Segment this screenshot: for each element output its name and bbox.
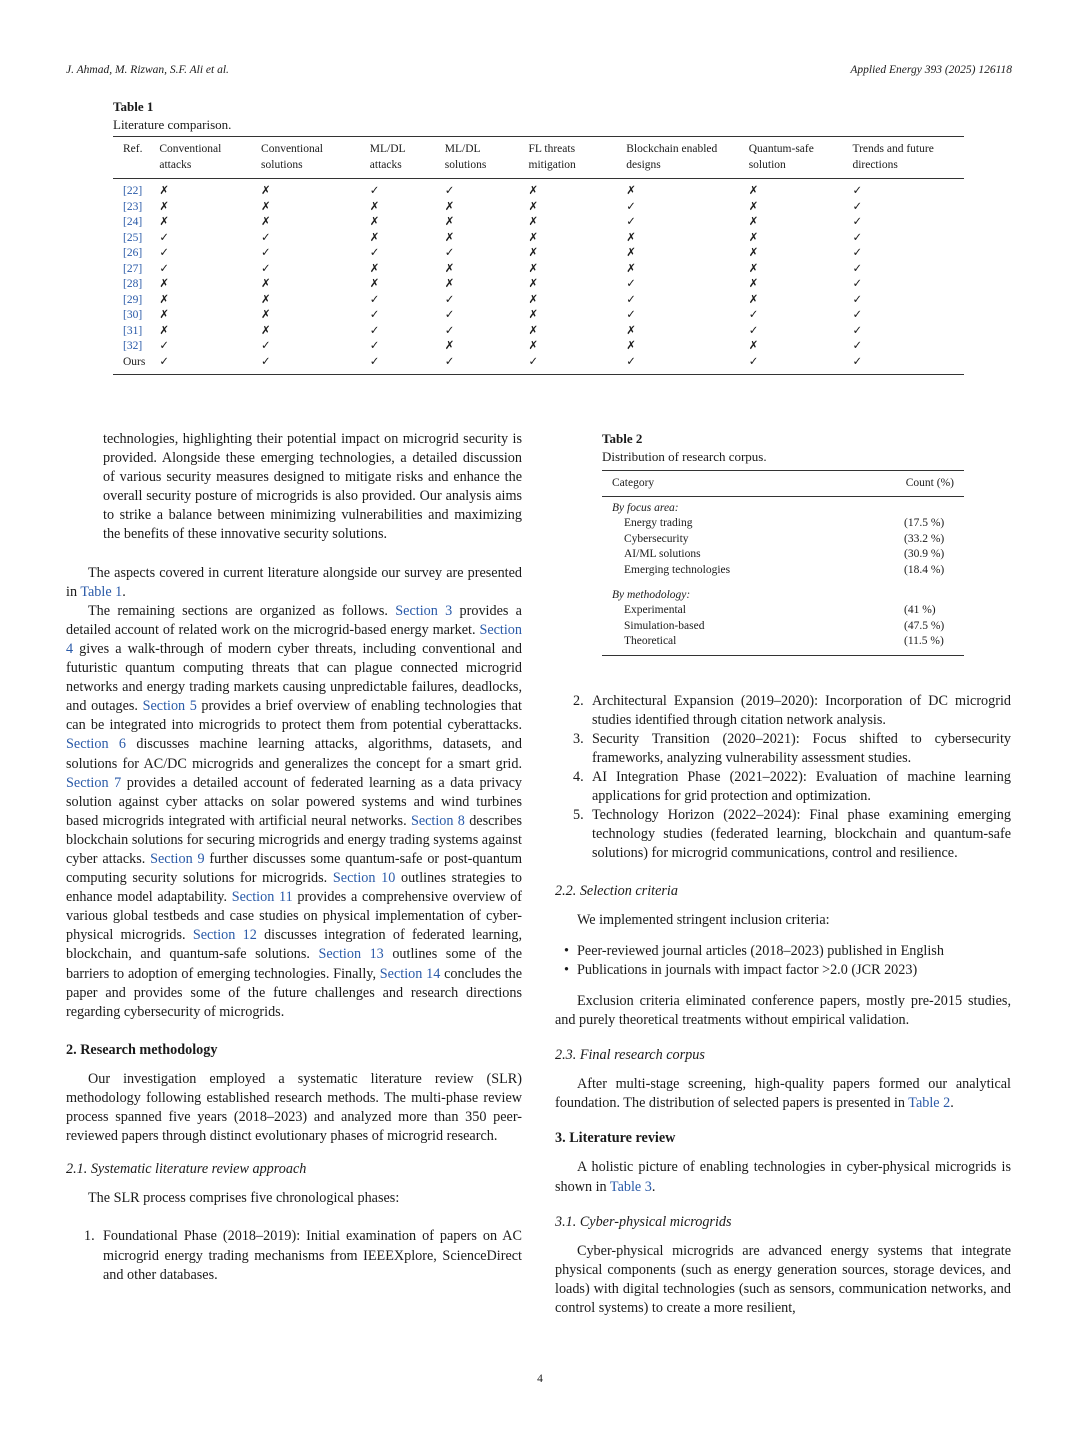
check-cell: ✓: [261, 355, 271, 368]
subsection-heading-corpus: 2.3. Final research corpus: [555, 1047, 705, 1064]
table2-header-row: [602, 471, 964, 497]
check-cell: ✓: [261, 340, 271, 352]
selection-paragraph: We implemented stringent inclusion criteria:: [577, 911, 830, 928]
table2-group-label: By focus area:: [612, 502, 679, 514]
check-cell: ✗: [261, 216, 271, 228]
table-row: [602, 532, 964, 547]
check-cell: ✗: [159, 309, 170, 321]
check-cell: ✗: [444, 200, 455, 213]
table1-col-header: Quantum-safe solution: [739, 137, 843, 179]
table1-col-header: Blockchain enabled designs: [616, 137, 738, 179]
paragraph-text: describes blockchain solutions for securing microgrids and energy trading systems against cyber attacks.: [66, 812, 523, 867]
reference-cell[interactable]: [28]: [123, 278, 143, 290]
check-cell: ✓: [369, 293, 380, 306]
check-cell: ✓: [852, 324, 863, 337]
reference-cell[interactable]: [32]: [123, 340, 143, 352]
reference-cell[interactable]: [23]: [123, 200, 143, 213]
check-cell: ✗: [444, 278, 455, 290]
check-cell: ✗: [748, 185, 759, 197]
reference-cell: Ours: [123, 355, 146, 368]
check-cell: ✗: [159, 216, 170, 228]
inclusion-criteria-list: [555, 942, 1011, 980]
table-row: [113, 324, 964, 340]
table2-title: Distribution of research corpus.: [602, 449, 767, 464]
reference-cell[interactable]: [29]: [123, 293, 143, 306]
check-cell: ✓: [626, 355, 636, 368]
phase-item: 5. Technology Horizon (2022–2024): Final phase examining emerging technology studies (federated learning, blockchain and quantum-safe solutions) for microgrid communications, control and resilience.: [573, 807, 1011, 862]
table1-col-header: Ref.: [113, 137, 149, 179]
table-row: [602, 603, 964, 618]
check-cell: ✗: [159, 324, 170, 337]
phase-item: 1. Foundational Phase (2018–2019): Initial examination of papers on AC microgrid energy trading mechanisms from IEEEXplore, ScienceDirect and other databases.: [84, 1228, 522, 1283]
check-cell: ✗: [748, 231, 759, 244]
check-cell: ✓: [444, 185, 455, 197]
running-header-authors: J. Ahmad, M. Rizwan, S.F. Ali et al.: [66, 64, 229, 76]
research-corpus-table: [602, 470, 964, 656]
check-cell: ✗: [748, 278, 759, 290]
paragraph-text: discusses machine learning attacks, algorithms, datasets, and solutions for AC/DC microgrids and generalizes the concept for a smart grid.: [66, 736, 522, 772]
check-cell: ✗: [528, 231, 539, 244]
table2-label: Table 2: [602, 431, 643, 446]
table1-col-header: FL threats mitigation: [519, 137, 617, 179]
table1-title: Literature comparison.: [113, 117, 232, 132]
subsection-heading-cyber-physical: 3.1. Cyber-physical microgrids: [555, 1213, 732, 1230]
table3-link[interactable]: Table 3: [609, 1178, 652, 1195]
table2-count: (33.2 %): [904, 532, 945, 545]
paragraph-text: The remaining sections are organized as follows.: [88, 602, 396, 619]
table2-col-category: Category: [602, 471, 884, 497]
exclusion-paragraph: Exclusion criteria eliminated conference papers, mostly pre-2015 studies, and purely theoretical treatments without empirical validation.: [555, 992, 1011, 1028]
check-cell: ✓: [261, 262, 271, 275]
check-cell: ✓: [852, 185, 863, 197]
check-cell: ✓: [159, 340, 170, 352]
check-cell: ✓: [528, 355, 539, 368]
check-cell: ✗: [626, 185, 636, 197]
check-cell: ✗: [626, 231, 636, 244]
subsection-heading-slr: 2.1. Systematic literature review approach: [66, 1161, 307, 1178]
table2-link[interactable]: Table 2: [908, 1095, 951, 1112]
check-cell: ✗: [369, 200, 380, 213]
section-link[interactable]: Section 10: [332, 870, 396, 887]
paragraph-text: provides a detailed account of federated learning as a data privacy solution against cyber attacks on solar powered systems and wind turbines based microgrids integrated with artificial neural networks.: [66, 774, 522, 829]
check-cell: ✗: [528, 340, 539, 352]
table1-col-header: ML/DL attacks: [360, 137, 435, 179]
table-row: [113, 355, 964, 375]
check-cell: ✗: [528, 278, 539, 290]
table-row: [602, 547, 964, 562]
review-paragraph: A holistic picture of enabling technologies in cyber-physical microgrids is shown in Table 3.: [555, 1159, 1011, 1195]
table-row: [602, 516, 964, 531]
check-cell: ✓: [626, 309, 636, 321]
check-cell: ✗: [444, 340, 455, 352]
table-row: [113, 262, 964, 278]
check-cell: ✓: [159, 231, 170, 244]
check-cell: ✗: [159, 185, 170, 197]
check-cell: ✓: [852, 216, 863, 228]
check-cell: ✗: [159, 278, 170, 290]
paragraph-text: provides a brief overview of enabling technologies that can be integrated into microgrids to protect them from potential cyberattacks.: [66, 698, 522, 734]
check-cell: ✗: [261, 293, 271, 306]
table2-category: Theoretical: [624, 635, 677, 648]
check-cell: ✗: [261, 309, 271, 321]
page-number: 4: [537, 1373, 543, 1385]
check-cell: ✓: [261, 247, 271, 259]
reference-cell[interactable]: [31]: [123, 324, 143, 337]
table1-col-header: ML/DL solutions: [435, 137, 519, 179]
check-cell: ✓: [748, 355, 759, 368]
subsection-heading-selection: 2.2. Selection criteria: [555, 882, 678, 899]
check-cell: ✗: [444, 216, 455, 228]
methodology-paragraph: Our investigation employed a systematic literature review (SLR) methodology following established research methods. The multi-phase review process spanned five years (2018–2023) and analyzed more than 350 peer-reviewed papers through distinct evolutionary phases of microgrid research.: [66, 1070, 522, 1145]
check-cell: ✓: [444, 355, 455, 368]
section-link[interactable]: Section 11: [231, 889, 293, 906]
check-cell: ✗: [528, 324, 539, 337]
check-cell: ✗: [748, 293, 759, 306]
reference-cell[interactable]: [30]: [123, 309, 143, 321]
check-cell: ✗: [369, 231, 380, 244]
check-cell: ✗: [528, 262, 539, 275]
check-cell: ✓: [852, 262, 863, 275]
table-row: [113, 179, 964, 200]
paragraph-text: gives a walk-through of modern cyber threats, including conventional and futuristic quantum computing threats that can plague connected microgrid networks and energy trading markets causing unpredictable failures, deadlocks, and outages.: [66, 640, 522, 715]
left-column: [66, 430, 522, 1285]
check-cell: ✗: [369, 216, 380, 228]
check-cell: ✓: [159, 262, 170, 275]
table2-caption: [602, 430, 1011, 466]
check-cell: ✗: [626, 247, 636, 259]
table2-count: (17.5 %): [904, 517, 945, 530]
table1-col-header: Conventional attacks: [149, 137, 251, 179]
table-row: [113, 339, 964, 355]
check-cell: ✗: [626, 262, 636, 275]
table1-caption: [113, 98, 231, 134]
section-link[interactable]: Section 14: [379, 965, 441, 982]
section-link[interactable]: Section 4: [66, 621, 522, 657]
check-cell: ✓: [369, 247, 380, 259]
check-cell: ✗: [369, 278, 380, 290]
check-cell: ✗: [159, 293, 170, 306]
check-cell: ✗: [444, 262, 455, 275]
check-cell: ✓: [626, 278, 636, 290]
check-cell: ✓: [748, 324, 759, 337]
check-cell: ✓: [369, 355, 380, 368]
cyber-physical-paragraph: Cyber-physical microgrids are advanced energy systems that integrate physical components (such as energy generation sources, storage devices, and loads) with digital technologies (such as sensors, communication networks, and control systems) to create a more resilient,: [555, 1242, 1011, 1316]
table2-category: Energy trading: [624, 517, 693, 530]
check-cell: ✓: [444, 309, 455, 321]
check-cell: ✓: [852, 355, 863, 368]
reference-cell[interactable]: [25]: [123, 231, 143, 244]
check-cell: ✗: [528, 185, 539, 197]
phase-item: 3. Security Transition (2020–2021): Focus shifted to cybersecurity frameworks, analyzing vulnerability assessment studies.: [573, 730, 1011, 766]
table-row: [113, 215, 964, 231]
check-cell: ✗: [748, 262, 759, 275]
section-link[interactable]: Section 8: [410, 812, 465, 829]
right-column: [555, 430, 1011, 1318]
check-cell: ✓: [852, 293, 863, 306]
check-cell: ✗: [261, 200, 271, 213]
phase-list-start: [66, 1227, 522, 1284]
table2-group-label: By methodology:: [612, 589, 691, 602]
check-cell: ✓: [852, 278, 863, 290]
table-row: [113, 277, 964, 293]
section-link[interactable]: Section 13: [318, 946, 384, 963]
table-row: [113, 200, 964, 216]
aspects-paragraph: The aspects covered in current literature alongside our survey are presented in Table 1.: [66, 564, 522, 600]
table-row: [602, 634, 964, 649]
table1-header-row: [113, 137, 964, 179]
check-cell: ✓: [369, 309, 380, 321]
check-cell: ✗: [626, 324, 636, 337]
paragraph-text: provides a detailed account of related work on the microgrid-based energy market.: [66, 602, 522, 638]
check-cell: ✓: [369, 185, 380, 197]
phase-item: 4. AI Integration Phase (2021–2022): Evaluation of machine learning applications for grid protection and optimization.: [573, 769, 1011, 805]
check-cell: ✗: [748, 216, 759, 228]
table-row: [113, 308, 964, 324]
table2-category: AI/ML solutions: [624, 548, 701, 561]
table-row: [113, 246, 964, 262]
section-heading-literature-review: 3. Literature review: [555, 1130, 676, 1147]
table2-category: Simulation-based: [624, 619, 705, 632]
slr-paragraph: The SLR process comprises five chronological phases:: [88, 1190, 400, 1207]
table2-count: (11.5 %): [904, 635, 944, 648]
table-row: [113, 231, 964, 247]
check-cell: ✓: [852, 309, 863, 321]
check-cell: ✗: [748, 340, 759, 352]
section-heading-research-methodology: 2. Research methodology: [66, 1041, 218, 1058]
table2-category: Experimental: [624, 604, 686, 617]
check-cell: ✓: [159, 355, 170, 368]
section-link[interactable]: Section 12: [192, 927, 257, 944]
section-link[interactable]: Section 6: [66, 736, 127, 753]
check-cell: ✓: [444, 293, 455, 306]
table2-count: (18.4 %): [904, 563, 945, 576]
check-cell: ✗: [528, 309, 539, 321]
table-row: [113, 293, 964, 309]
check-cell: ✗: [159, 200, 170, 213]
paragraph-text: further discusses some quantum-safe or post-quantum computing security solutions for microgrids.: [66, 850, 522, 887]
check-cell: ✓: [444, 247, 455, 259]
reference-cell[interactable]: [22]: [123, 185, 143, 197]
paragraph-text: outlines some of the barriers to adoption of emerging technologies. Finally,: [66, 946, 522, 982]
table2-count: (41 %): [904, 604, 936, 617]
check-cell: ✗: [528, 293, 539, 306]
intro-block: technologies, highlighting their potential impact on microgrid security is provided. Alongside these emerging technologies, a detailed discussion of various security measures designed to mitigate risks and enhance the overall security posture of microgrids is also provided. Our analysis aims to strike a balance between minimizing vulnerabilities and maximizing the benefits of these innovative security solutions.: [103, 431, 522, 543]
table2-count: (47.5 %): [904, 619, 945, 632]
check-cell: ✓: [626, 200, 636, 213]
check-cell: ✓: [852, 247, 863, 259]
check-cell: ✓: [369, 324, 380, 337]
table1-col-header: Trends and future directions: [842, 137, 964, 179]
check-cell: ✓: [748, 309, 759, 321]
paragraph-text: outlines strategies to enhance model adaptability.: [66, 870, 522, 906]
corpus-paragraph: After multi-stage screening, high-quality papers formed our analytical foundation. The distribution of selected papers is presented in Table 2.: [555, 1076, 1011, 1112]
table-row: [602, 619, 964, 634]
table2-group-row: [602, 584, 964, 603]
check-cell: ✓: [261, 231, 271, 244]
literature-comparison-table: [113, 136, 964, 375]
table2-count: (30.9 %): [904, 548, 945, 561]
check-cell: ✓: [852, 231, 863, 244]
table2-category: Emerging technologies: [624, 563, 731, 576]
check-cell: ✓: [369, 340, 380, 352]
section-link[interactable]: Section 5: [142, 698, 197, 715]
check-cell: ✗: [369, 262, 380, 275]
check-cell: ✗: [261, 185, 271, 197]
paragraph-text: concludes the paper and provides some of the future challenges and research directions regarding cybersecurity of microgrids.: [66, 965, 522, 1020]
reference-cell[interactable]: [24]: [123, 216, 143, 228]
check-cell: ✓: [444, 324, 455, 337]
table1-label: Table 1: [113, 99, 154, 114]
table2-group-row: [602, 497, 964, 517]
reference-cell[interactable]: [27]: [123, 262, 143, 275]
reference-cell[interactable]: [26]: [123, 247, 143, 259]
check-cell: ✗: [748, 200, 759, 213]
check-cell: ✗: [444, 231, 455, 244]
table-row: [602, 563, 964, 578]
check-cell: ✗: [528, 216, 539, 228]
section-link[interactable]: Section 7: [66, 774, 122, 791]
paragraph-text: discusses integration of federated learning, blockchain, and quantum-safe solutions.: [66, 927, 523, 963]
check-cell: ✗: [528, 247, 539, 259]
check-cell: ✓: [852, 340, 863, 352]
sections-overview-paragraph: [66, 602, 522, 1022]
check-cell: ✗: [261, 278, 271, 290]
check-cell: ✗: [261, 324, 271, 337]
section-link[interactable]: Section 3: [395, 602, 453, 619]
paragraph-text: provides a comprehensive overview of various global testbeds and case studies on physical implementation of cyber-physical microgrids.: [66, 889, 522, 944]
check-cell: ✗: [626, 340, 636, 352]
list-item: • Peer-reviewed journal articles (2018–2023) published in English: [555, 942, 1011, 961]
check-cell: ✗: [748, 247, 759, 259]
section-link[interactable]: Section 9: [150, 850, 205, 867]
check-cell: ✓: [159, 247, 170, 259]
check-cell: ✗: [528, 200, 539, 213]
check-cell: ✓: [852, 200, 863, 213]
table1-col-header: Conventional solutions: [251, 137, 360, 179]
list-item: • Publications in journals with impact factor >2.0 (JCR 2023): [555, 961, 1011, 980]
check-cell: ✓: [626, 216, 636, 228]
table1-link[interactable]: Table 1: [80, 583, 123, 600]
table2-category: Cybersecurity: [624, 532, 689, 545]
phase-item: 2. Architectural Expansion (2019–2020): Incorporation of DC microgrid studies identified through citation network analysis.: [573, 692, 1011, 728]
running-header-journal: Applied Energy 393 (2025) 126118: [850, 64, 1012, 76]
phase-list-continued: [555, 692, 1011, 864]
table2-col-count: Count (%): [884, 471, 964, 497]
check-cell: ✓: [626, 293, 636, 306]
